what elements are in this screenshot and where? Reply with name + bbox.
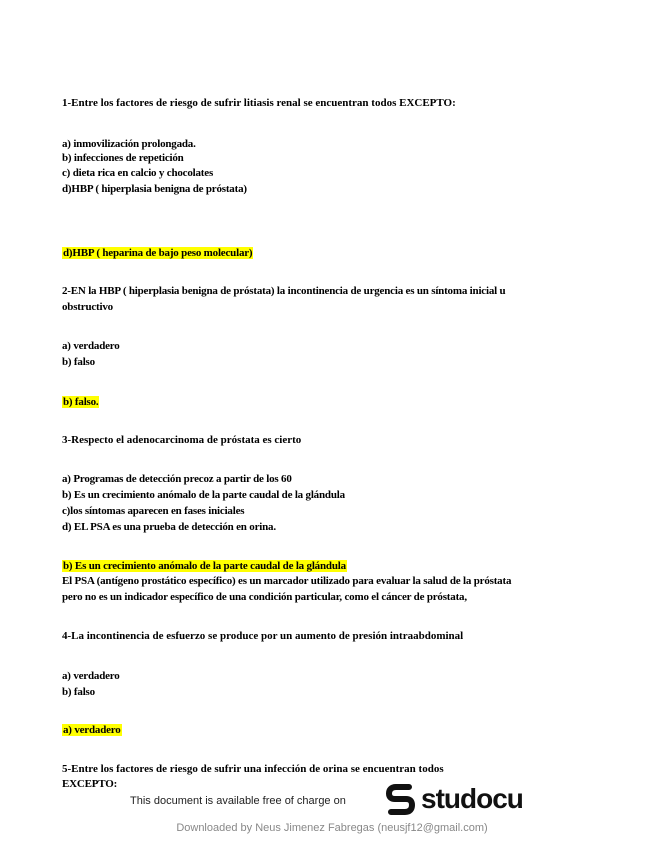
question-5-line-2: EXCEPTO:	[62, 778, 118, 790]
q4-option-b: b) falso	[62, 686, 95, 698]
question-2-line-1: 2-EN la HBP ( hiperplasia benigna de próstata) la incontinencia de urgencia es un síntoma inicial u	[62, 285, 506, 297]
q1-option-b: b) infecciones de repetición	[62, 152, 184, 164]
question-4: 4-La incontinencia de esfuerzo se produce por un aumento de presión intraabdominal	[62, 630, 464, 642]
q3-explanation-line-1: El PSA (antígeno prostático específico) es un marcador utilizado para evaluar la salud de la próstata	[62, 575, 512, 587]
q2-option-a: a) verdadero	[62, 340, 120, 352]
question-3: 3-Respecto el adenocarcinoma de próstata es cierto	[62, 434, 302, 446]
free-document-notice: This document is available free of charge on	[130, 795, 346, 807]
downloaded-by-notice: Downloaded by Neus Jimenez Fabregas (neusjf12@gmail.com)	[176, 822, 488, 834]
q2-option-b: b) falso	[62, 356, 95, 368]
question-1: 1-Entre los factores de riesgo de sufrir litiasis renal se encuentran todos EXCEPTO:	[62, 97, 456, 109]
q3-answer: b) Es un crecimiento anómalo de la parte caudal de la glándula	[63, 560, 346, 572]
q1-option-a: a) inmovilización prolongada.	[62, 138, 196, 150]
q4-answer: a) verdadero	[63, 724, 121, 736]
q1-option-d: d)HBP ( hiperplasia benigna de próstata)	[62, 183, 247, 195]
q3-explanation-line-2: pero no es un indicador específico de una condición particular, como el cáncer de próstata,	[62, 591, 467, 603]
q4-option-a: a) verdadero	[62, 670, 120, 682]
q2-answer: b) falso.	[63, 396, 99, 408]
q3-option-c: c)los síntomas aparecen en fases iniciales	[62, 505, 245, 517]
q1-answer: d)HBP ( heparina de bajo peso molecular)	[63, 247, 253, 259]
q3-option-b: b) Es un crecimiento anómalo de la parte caudal de la glándula	[62, 489, 345, 501]
question-5-line-1: 5-Entre los factores de riesgo de sufrir una infección de orina se encuentran todos	[62, 763, 444, 775]
studocu-brand-text: studocu	[421, 783, 523, 814]
studocu-s-icon	[383, 781, 419, 817]
studocu-logo[interactable]	[383, 781, 523, 817]
q3-option-d: d) EL PSA es una prueba de detección en orina.	[62, 521, 276, 533]
q1-option-c: c) dieta rica en calcio y chocolates	[62, 167, 214, 179]
q3-option-a: a) Programas de detección precoz a partir de los 60	[62, 473, 292, 485]
question-2-line-2: obstructivo	[62, 301, 113, 313]
